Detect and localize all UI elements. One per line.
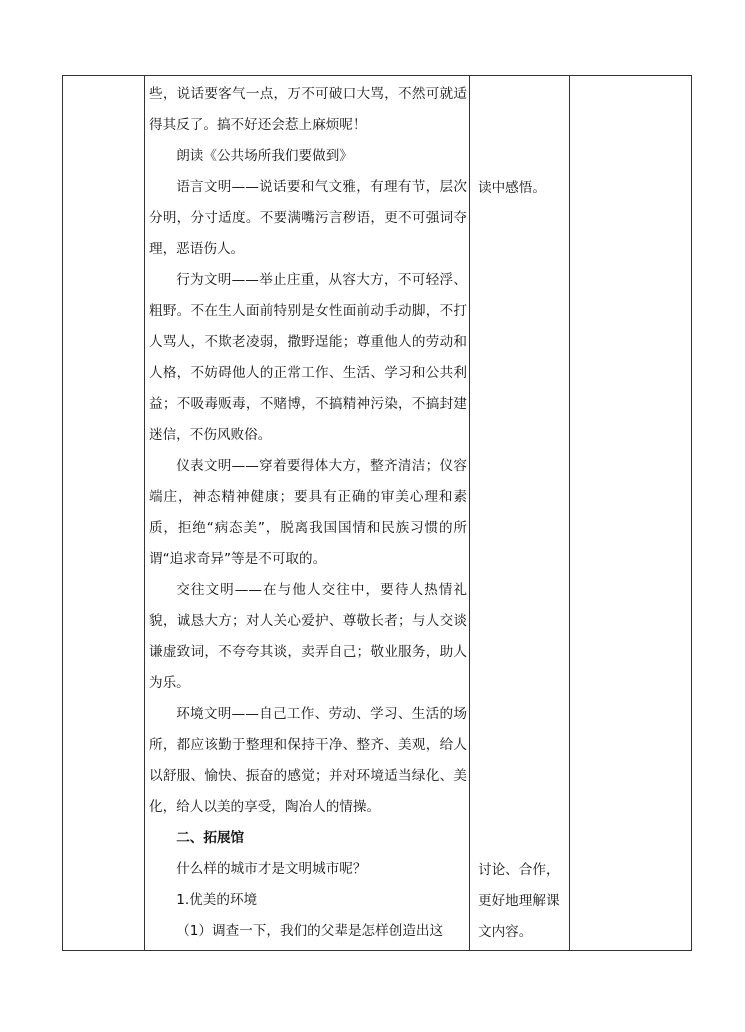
table-row (63, 76, 692, 951)
paragraph-interaction-civility: 交往文明——在与他人交往中，要待人热情礼貌，诚恳大方；对人关心爱护、尊敬长者；与人交谈谦虚致词，不夸夸其谈，卖弄自己；敬业服务，助人为乐。 (149, 582, 467, 691)
paragraph-appearance-civility: 仪表文明——穿着要得体大方，整齐清洁；仪容端庄，神态精神健康；要具有正确的审美心理和素质，拒绝“病态美”，脱离我国国情和民族习惯的所谓“追求奇异”等是不可取的。 (149, 458, 467, 567)
paragraph-read-aloud: 朗读《公共场所我们要做到》 (176, 148, 353, 164)
note-discuss-cooperate: 讨论、合作，更好地理解课文内容。 (478, 862, 560, 940)
paragraph-subheading-environment: 1.优美的环境 (176, 892, 258, 908)
empty-right-cell (570, 76, 692, 951)
paragraph-environment-civility: 环境文明——自己工作、劳动、学习、生活的场所，都应该勤于整理和保持干净、整齐、美观，给人以舒服、愉快、振奋的感觉；并对环境适当绿化、美化，给人以美的享受，陶冶人的情操。 (149, 706, 467, 815)
note-read-and-feel: 读中感悟。 (478, 180, 546, 196)
empty-left-cell (63, 76, 145, 951)
paragraph-behavior-civility: 行为文明——举止庄重，从容大方，不可轻浮、粗野。不在生人面前特别是女性面前动手动脚，不打人骂人，不欺老凌弱，撒野逞能；尊重他人的劳动和人格，不妨碍他人的正常工作、生活、学习和公共利益；不吸毒贩毒，不赌博，不搞精神污染，不搞封建迷信，不伤风败俗。 (149, 272, 467, 443)
paragraph-continuation: 些，说话要客气一点，万不可破口大骂，不然可就适得其反了。搞不好还会惹上麻烦呢！ (149, 86, 467, 133)
section-heading-extension: 二、拓展馆 (176, 830, 245, 846)
lesson-plan-table (62, 75, 692, 951)
paragraph-language-civility: 语言文明——说话要和气文雅，有理有节，层次分明，分寸适度。不要满嘴污言秽语，更不可强词夺理，恶语伤人。 (149, 179, 467, 257)
paragraph-survey: （1）调查一下，我们的父辈是怎样创造出这 (176, 923, 444, 939)
paragraph-question: 什么样的城市才是文明城市呢？ (176, 861, 367, 877)
teaching-content-cell (145, 76, 470, 951)
student-activity-cell (470, 76, 570, 951)
